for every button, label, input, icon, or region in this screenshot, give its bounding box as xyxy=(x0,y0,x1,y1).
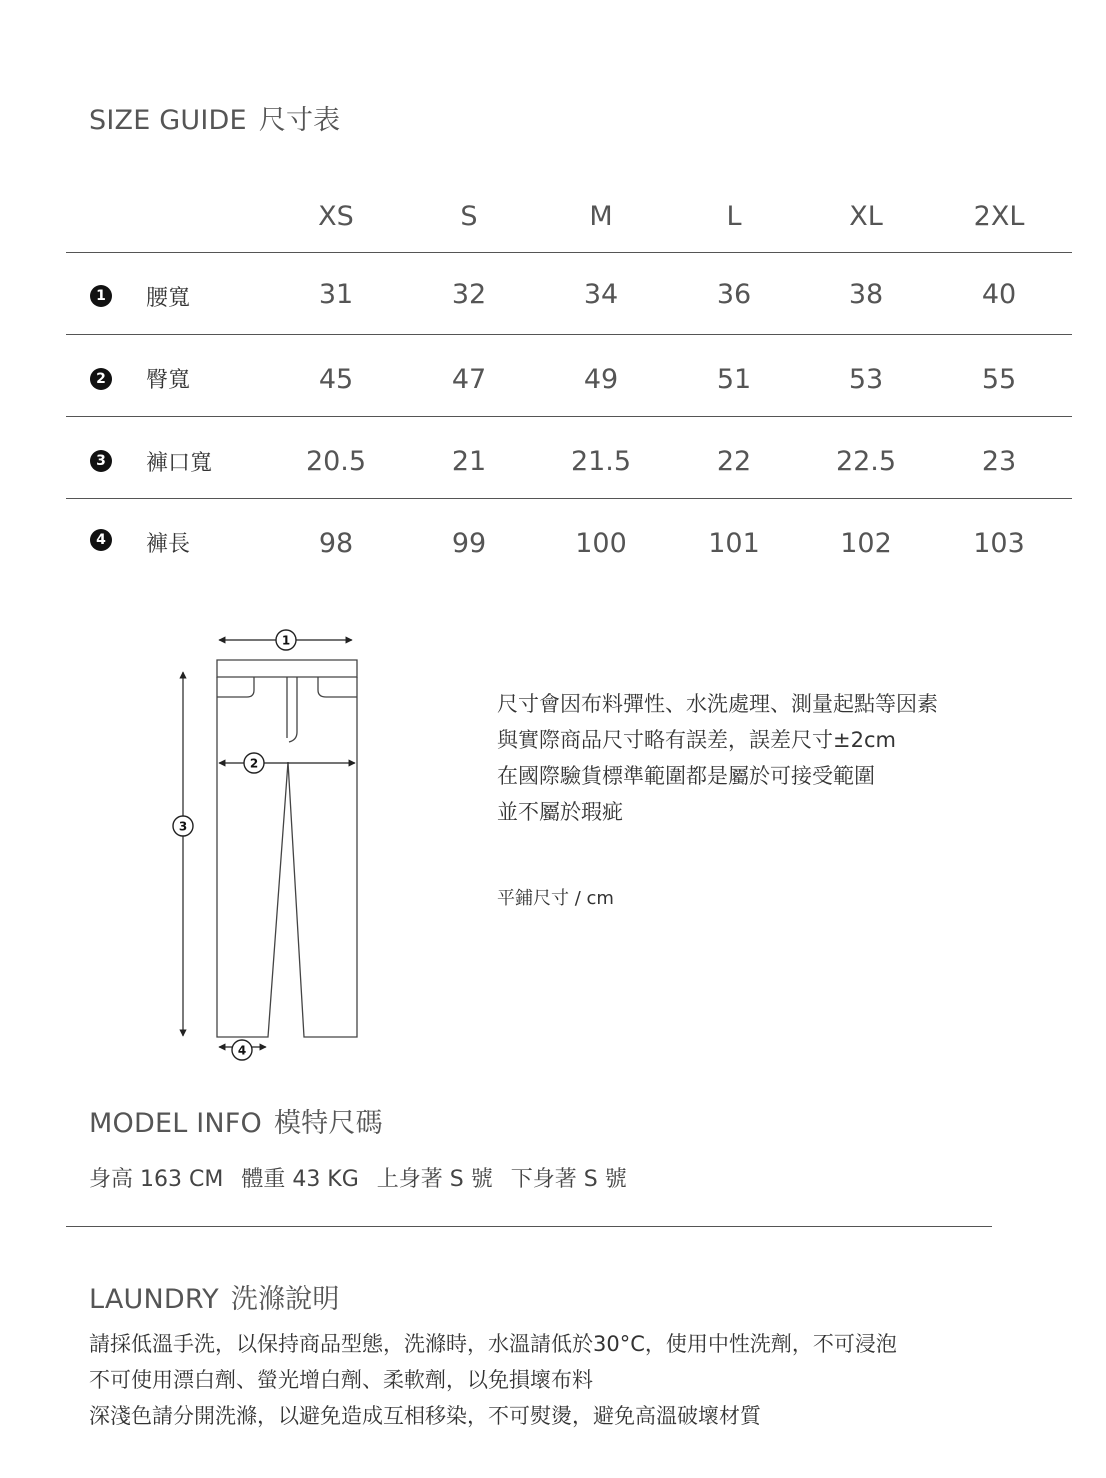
size-note-line: 與實際商品尺寸略有誤差，誤差尺寸±2cm xyxy=(497,728,896,752)
table-row xyxy=(66,417,1072,499)
measure-lines xyxy=(183,640,355,1047)
pants-outline xyxy=(217,660,357,1037)
table-cell: 47 xyxy=(451,364,487,395)
table-cell: 55 xyxy=(981,364,1017,395)
size-table xyxy=(66,178,1072,580)
size-note xyxy=(497,686,938,830)
table-cell: 53 xyxy=(848,364,884,395)
table-cell: 23 xyxy=(981,446,1017,477)
table-row xyxy=(66,335,1072,417)
row-number-badge: 2 xyxy=(90,368,112,390)
size-header-2xl: 2XL xyxy=(973,201,1025,232)
size-guide-title xyxy=(89,98,340,137)
laundry-line: 請採低溫手洗，以保持商品型態，洗滌時，水溫請低於30°C，使用中性洗劑，不可浸泡 xyxy=(89,1332,897,1356)
table-cell: 51 xyxy=(716,364,752,395)
model-height: 身高 163 CM xyxy=(89,1167,224,1192)
table-cell: 98 xyxy=(318,528,354,559)
model-info-title-zh: 模特尺碼 xyxy=(273,1108,383,1139)
marker-3: 3 xyxy=(178,819,188,834)
table-cell: 100 xyxy=(575,528,627,559)
laundry-line: 深淺色請分開洗滌，以避免造成互相移染，不可熨燙，避免高溫破壞材質 xyxy=(89,1404,761,1428)
model-bottom-size: 下身著 S 號 xyxy=(510,1167,627,1192)
size-header-l: L xyxy=(726,201,742,232)
row-label-hip: 臀寬 xyxy=(146,368,191,393)
laundry-title-en: LAUNDRY xyxy=(89,1284,219,1315)
table-cell: 102 xyxy=(840,528,892,559)
table-cell: 34 xyxy=(583,279,619,310)
table-cell: 49 xyxy=(583,364,619,395)
table-cell: 36 xyxy=(716,279,752,310)
size-note-line: 在國際驗貨標準範圍都是屬於可接受範圍 xyxy=(497,764,875,788)
table-row xyxy=(66,499,1072,580)
laundry-line: 不可使用漂白劑、螢光增白劑、柔軟劑，以免損壞布料 xyxy=(89,1368,593,1392)
table-row xyxy=(66,253,1072,335)
row-number-badge: 3 xyxy=(90,450,112,472)
table-cell: 101 xyxy=(708,528,760,559)
table-cell: 22.5 xyxy=(835,446,897,477)
model-top-size: 上身著 S 號 xyxy=(376,1167,493,1192)
size-note-line: 並不屬於瑕疵 xyxy=(497,800,623,824)
size-header-m: M xyxy=(589,201,613,232)
model-info-title xyxy=(89,1101,383,1140)
laundry-instructions xyxy=(89,1326,897,1434)
marker-2: 2 xyxy=(249,756,259,771)
table-cell: 31 xyxy=(318,279,354,310)
row-label-leg-opening: 褲口寬 xyxy=(146,451,213,476)
section-divider xyxy=(66,1226,992,1227)
table-cell: 38 xyxy=(848,279,884,310)
row-number-badge: 1 xyxy=(90,285,112,307)
table-cell: 45 xyxy=(318,364,354,395)
marker-4: 4 xyxy=(237,1043,247,1058)
model-info-title-en: MODEL INFO xyxy=(89,1108,262,1139)
model-weight: 體重 43 KG xyxy=(241,1167,359,1192)
row-label-length: 褲長 xyxy=(146,532,191,557)
laundry-title xyxy=(89,1277,340,1316)
size-guide-title-en: SIZE GUIDE xyxy=(89,105,247,136)
table-cell: 21 xyxy=(451,446,487,477)
table-cell: 103 xyxy=(973,528,1025,559)
size-note-line: 尺寸會因布料彈性、水洗處理、測量起點等因素 xyxy=(497,692,938,716)
row-number-badge: 4 xyxy=(90,529,112,551)
measure-unit-note: 平鋪尺寸 / cm xyxy=(497,888,614,909)
pants-diagram xyxy=(160,620,380,1065)
size-guide-title-zh: 尺寸表 xyxy=(258,105,341,136)
size-header-row xyxy=(66,178,1072,253)
size-header-xs: XS xyxy=(318,201,354,232)
table-cell: 40 xyxy=(981,279,1017,310)
marker-1: 1 xyxy=(281,633,291,648)
laundry-title-zh: 洗滌說明 xyxy=(230,1284,340,1315)
table-cell: 20.5 xyxy=(305,446,367,477)
size-header-xl: XL xyxy=(849,201,883,232)
table-cell: 99 xyxy=(451,528,487,559)
table-cell: 22 xyxy=(716,446,752,477)
table-cell: 21.5 xyxy=(570,446,632,477)
model-info-details xyxy=(89,1162,645,1193)
row-label-waist: 腰寬 xyxy=(146,286,191,311)
table-cell: 32 xyxy=(451,279,487,310)
size-header-s: S xyxy=(460,201,478,232)
